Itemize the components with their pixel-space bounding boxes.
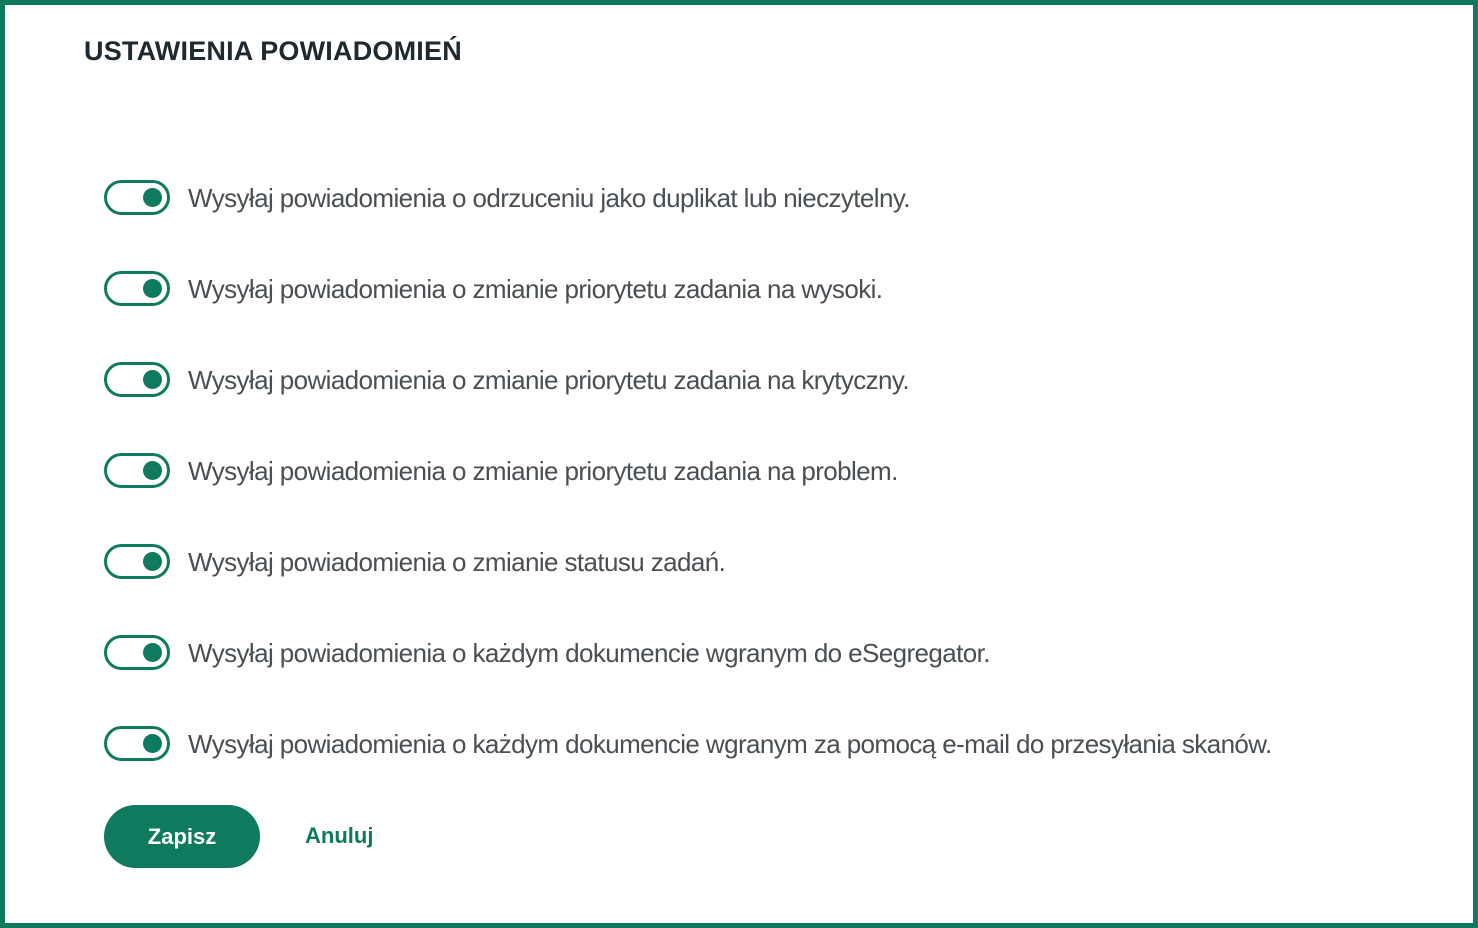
setting-row-priority-critical bbox=[104, 358, 1272, 449]
setting-label: Wysyłaj powiadomienia o każdym dokumencie wgranym do eSegregator. bbox=[188, 638, 990, 668]
setting-row-rejected-duplicate bbox=[104, 176, 1272, 267]
setting-label: Wysyłaj powiadomienia o zmianie priorytetu zadania na wysoki. bbox=[188, 274, 883, 304]
toggle-switch[interactable] bbox=[104, 271, 170, 306]
page-title: USTAWIENIA POWIADOMIEŃ bbox=[84, 36, 462, 66]
toggle-knob bbox=[143, 279, 162, 298]
setting-label: Wysyłaj powiadomienia o każdym dokumencie wgranym za pomocą e-mail do przesyłania skanów. bbox=[188, 729, 1272, 759]
setting-row-document-email-scan bbox=[104, 722, 1272, 813]
toggle-switch[interactable] bbox=[104, 180, 170, 215]
toggle-switch[interactable] bbox=[104, 635, 170, 670]
setting-row-priority-problem bbox=[104, 449, 1272, 540]
setting-label: Wysyłaj powiadomienia o zmianie priorytetu zadania na krytyczny. bbox=[188, 365, 909, 395]
toggle-knob bbox=[143, 370, 162, 389]
setting-row-document-uploaded bbox=[104, 631, 1272, 722]
toggle-knob bbox=[143, 552, 162, 571]
toggle-switch[interactable] bbox=[104, 453, 170, 488]
cancel-link[interactable]: Anuluj bbox=[305, 823, 374, 848]
save-button[interactable]: Zapisz bbox=[104, 805, 260, 868]
toggle-switch[interactable] bbox=[104, 726, 170, 761]
setting-label: Wysyłaj powiadomienia o zmianie statusu zadań. bbox=[188, 547, 726, 577]
setting-row-priority-high bbox=[104, 267, 1272, 358]
setting-label: Wysyłaj powiadomienia o odrzuceniu jako duplikat lub nieczytelny. bbox=[188, 183, 910, 213]
setting-label: Wysyłaj powiadomienia o zmianie priorytetu zadania na problem. bbox=[188, 456, 898, 486]
toggle-knob bbox=[143, 643, 162, 662]
toggle-knob bbox=[143, 461, 162, 480]
settings-list bbox=[104, 176, 1272, 813]
setting-row-status-change bbox=[104, 540, 1272, 631]
toggle-switch[interactable] bbox=[104, 544, 170, 579]
toggle-switch[interactable] bbox=[104, 362, 170, 397]
toggle-knob bbox=[143, 188, 162, 207]
toggle-knob bbox=[143, 734, 162, 753]
